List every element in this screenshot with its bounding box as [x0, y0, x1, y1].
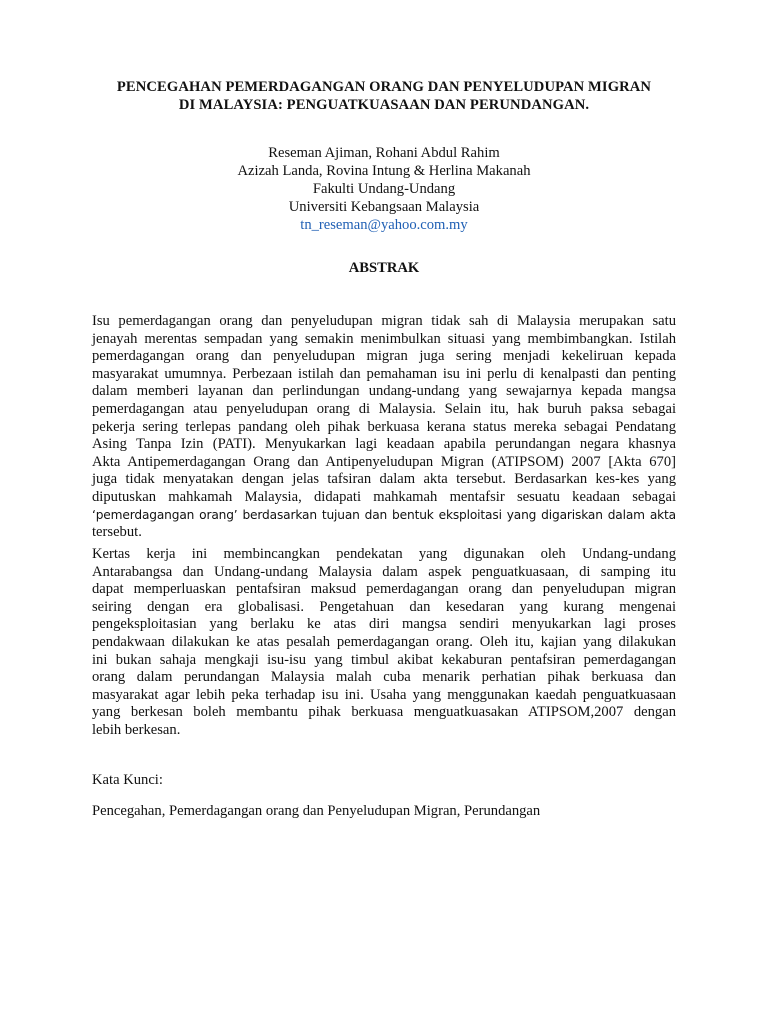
abstract-paragraph-2: [92, 546, 676, 740]
keywords-list: Pencegahan, Pemerdagangan orang dan Penyeludupan Migran, Perundangan: [92, 803, 541, 819]
paragraph-line: pemerdagangan orang dan penyeludupan migran juga sering menjadi kekeliruan kepada: [92, 348, 676, 365]
email-link[interactable]: tn_reseman@yahoo.com.my: [300, 217, 468, 233]
faculty: Fakulti Undang-Undang: [312, 181, 456, 197]
abstract-heading: ABSTRAK: [348, 260, 420, 276]
university: Universiti Kebangsaan Malaysia: [288, 199, 480, 215]
paragraph-line: lebih berkesan.: [92, 721, 181, 738]
paragraph-line: Akta Antipemerdagangan Orang dan Antipenyeludupan Migran (ATIPSOM) 2007 [Akta 670]: [92, 453, 676, 470]
paragraph-line: pemerdagangan atau penyeludupan orang di Malaysia. Selain itu, hak buruh paksa sebagai: [92, 400, 676, 417]
paragraph-line: Asing Tanpa Izin (PATI). Menyukarkan lagi keadaan apabila perundangan negara khasnya: [92, 436, 676, 453]
authors-line-2: Azizah Landa, Rovina Intung & Herlina Makanah: [237, 163, 531, 179]
paragraph-line: yang berkesan boleh membantu pihak berkuasa menguatkuasakan ATIPSOM,2007 dengan: [92, 704, 676, 721]
paragraph-line: pendakwaan dilakukan ke atas pesalah pemerdagangan orang. Oleh itu, kajian yang dilakukan: [92, 633, 676, 650]
paragraph-line: ‘pemerdagangan orang’ berdasarkan tujuan dan bentuk eksploitasi yang digariskan dalam akta: [92, 507, 676, 522]
title-line-2: DI MALAYSIA: PENGUATKUASAAN DAN PERUNDANGAN.: [178, 97, 590, 113]
keywords-label: Kata Kunci:: [92, 772, 163, 788]
paragraph-line: Kertas kerja ini membincangkan pendekatan yang digunakan oleh Undang-undang: [92, 546, 676, 562]
paragraph-line: diputuskan mahkamah Malaysia, didapati mahkamah mentafsir sesuatu keadaan sebagai: [92, 488, 676, 505]
paragraph-line: ini bukan sahaja mengkaji isu-isu yang timbul akibat kekaburan pentafsiran pemerdagangan: [92, 651, 676, 668]
paragraph-line: Antarabangsa dan Undang-undang Malaysia dalam aspek penguatkuasaan, di samping itu: [92, 563, 676, 580]
paragraph-line: seiring dengan era globalisasi. Pengetahuan dan kesedaran yang kurang mengenai: [92, 598, 676, 615]
authors-line-1: Reseman Ajiman, Rohani Abdul Rahim: [268, 145, 500, 161]
paragraph-line: jenayah merentas sempadan yang semakin menimbulkan situasi yang membimbangkan. Istilah: [92, 330, 676, 347]
paragraph-line: orang dalam perundangan Malaysia malah cuba menarik perhatian pihak berkuasa dan: [92, 669, 676, 686]
paper-title: [60, 78, 708, 114]
paragraph-line: masyarakat agar lebih peka terhadap isu ini. Usaha yang menggunakan kaedah penguatkuasaan: [92, 686, 676, 703]
author-block: [60, 144, 708, 234]
paragraph-line: tersebut.: [92, 524, 142, 541]
title-line-1: PENCEGAHAN PEMERDAGANGAN ORANG DAN PENYELUDUPAN MIGRAN: [116, 79, 652, 95]
paragraph-line: pekerja sering terlepas pandang oleh pihak berkuasa kerana status mereka sebagai Pendatang: [92, 418, 676, 435]
paragraph-line: masyarakat umumnya. Perbezaan istilah dan pemahaman isu ini perlu di kenalpasti dan penting: [92, 365, 676, 382]
abstract-paragraph-1: [92, 313, 676, 542]
paragraph-line: Isu pemerdagangan orang dan penyeludupan migran tidak sah di Malaysia merupakan satu: [92, 313, 676, 329]
paragraph-line: pengeksploitasian yang berlaku ke atas diri mangsa sendiri menyukarkan lagi proses: [92, 616, 676, 633]
paragraph-line: dapat memperluaskan pentafsiran maksud pemerdagangan orang dan penyeludupan migran: [92, 581, 676, 598]
paragraph-line: dalam memberi layanan dan perlindungan undang-undang yang sewajarnya kepada mangsa: [92, 383, 676, 400]
paragraph-line: juga tidak menyatakan dengan jelas tafsiran dalam akta tersebut. Berdasarkan kes-kes yang: [92, 471, 676, 488]
